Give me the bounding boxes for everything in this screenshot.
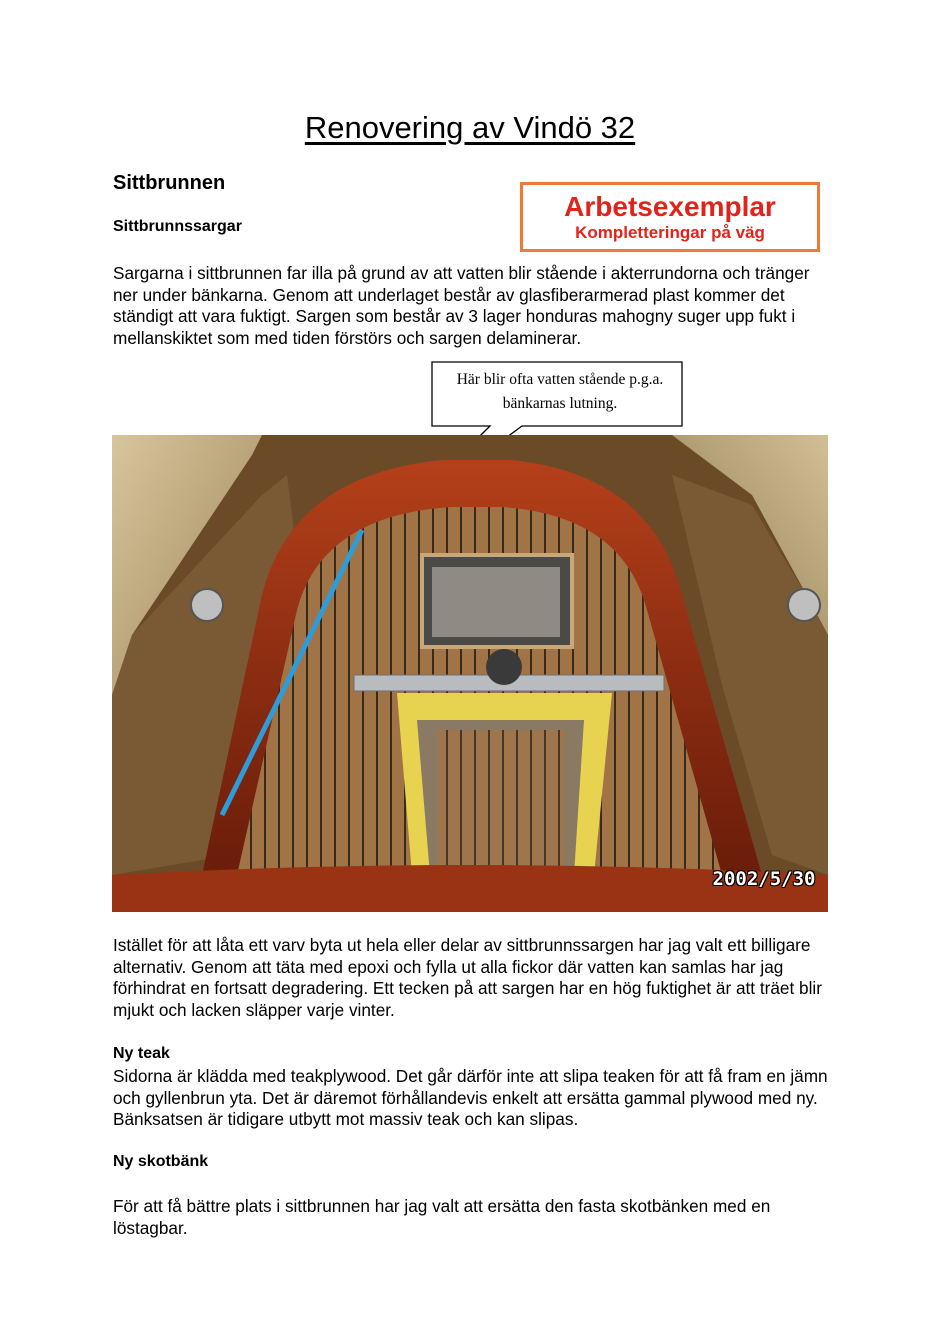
photo-date-stamp: 2002/5/30 xyxy=(712,868,816,890)
draft-stamp xyxy=(520,182,820,252)
paragraph-2: Istället för att låta ett varv byta ut hela eller delar av sittbrunnssargen har jag valt ett billigare alternativ. Genom att täta med epoxi och fylla ut alla fickor där vatten kan samlas har jag förhindrat en fortsatt degradering. Ett tecken på att sargen har en hög fuktighet är att träet blir mjukt och lacken släpper varje vinter. xyxy=(113,935,822,1020)
subheading-sittbrunnssargar: Sittbrunnssargar xyxy=(113,218,242,235)
page-title: Renovering av Vindö 32 xyxy=(304,110,636,145)
subheading-ny-skotbank: Ny skotbänk xyxy=(113,1153,209,1170)
section-heading: Sittbrunnen xyxy=(113,172,226,194)
callout-text: Här blir ofta vatten stående p.g.a. bänkarnas lutning. xyxy=(456,371,664,412)
stamp-title: Arbetsexemplar xyxy=(564,191,776,222)
paragraph-1: Sargarna i sittbrunnen far illa på grund av att vatten blir stående i akterrundorna och tränger ner under bänkarna. Genom att underlaget består av glasfiberarmerad plast kommer det ständigt att vara fuktigt. Sargen som består av 3 lager honduras mahogny suger upp fukt i mellanskiktet som med tiden förstörs och sargen delaminerar. xyxy=(113,263,810,348)
subheading-ny-teak: Ny teak xyxy=(113,1045,170,1062)
paragraph-3: Sidorna är klädda med teakplywood. Det går därför inte att slipa teaken för att få fram en jämn och gyllenbrun yta. Det är däremot förhållandevis enkelt att ersätta gammal plywood med ny. Bänksatsen är tidigare utbytt mot massiv teak och kan slipas. xyxy=(113,1066,828,1130)
paragraph-4: För att få bättre plats i sittbrunnen har jag valt att ersätta den fasta skotbänken med en löstagbar. xyxy=(113,1196,771,1238)
stamp-subtitle: Kompletteringar på väg xyxy=(575,223,765,242)
cockpit-photo xyxy=(112,435,828,912)
